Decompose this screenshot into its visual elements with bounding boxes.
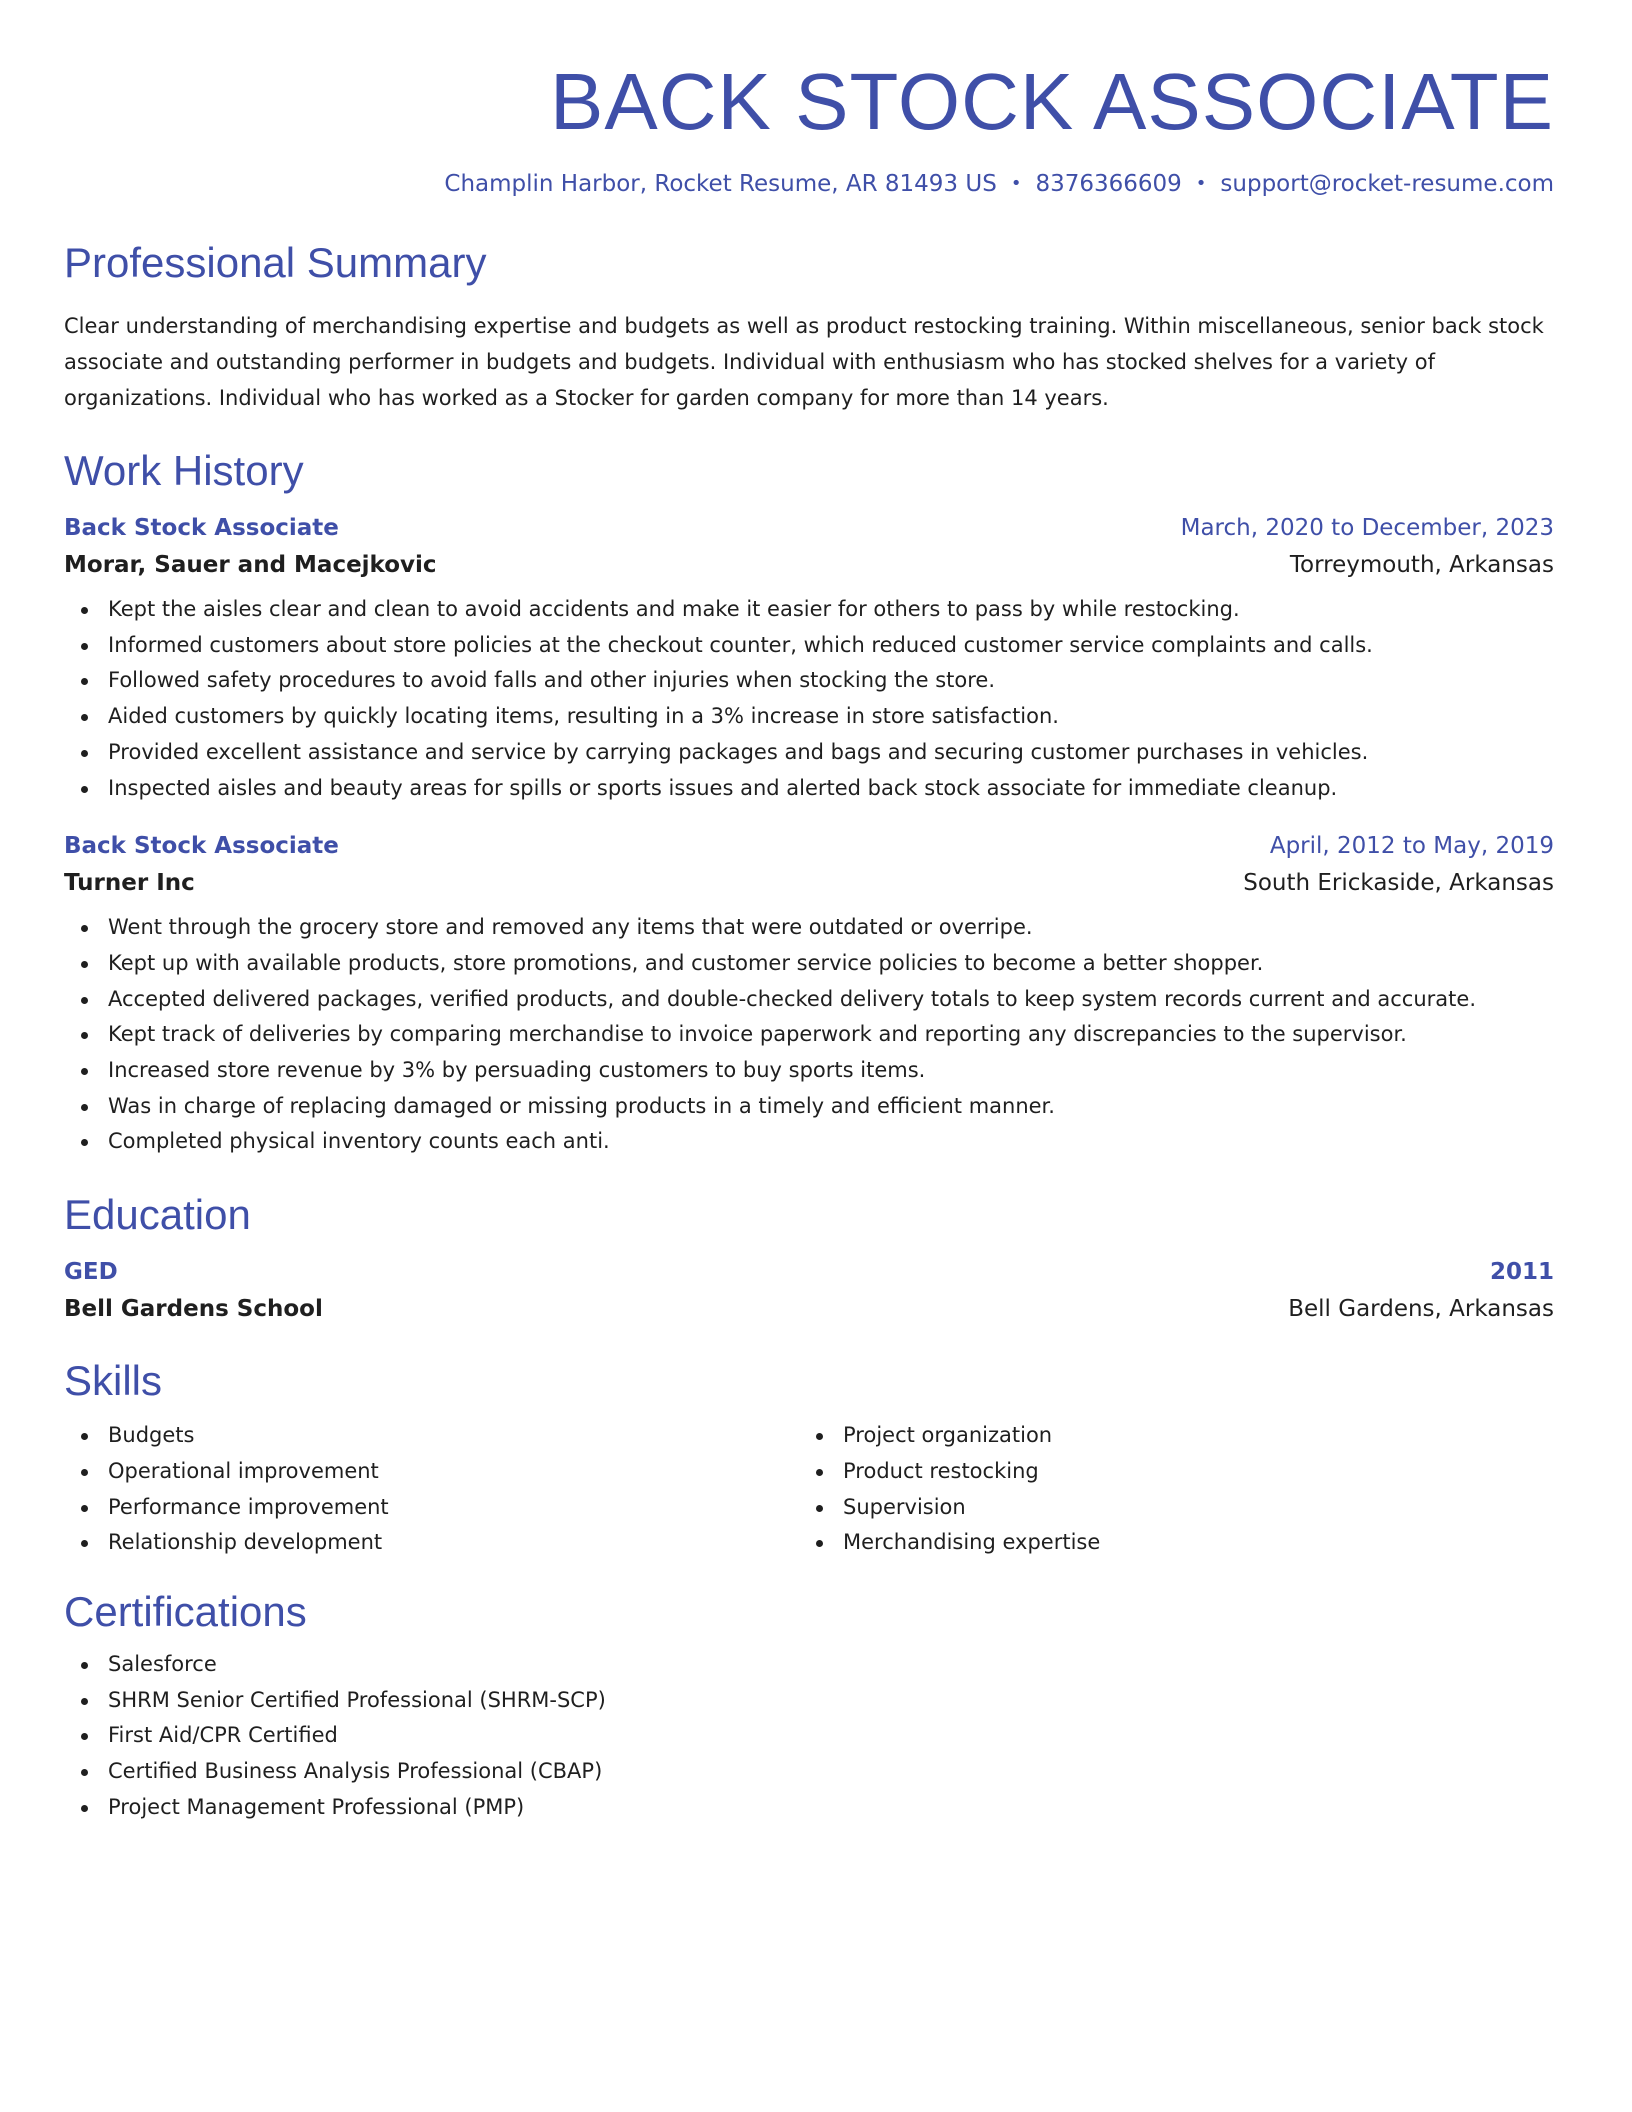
section-heading-summary: Professional Summary xyxy=(64,239,487,286)
graduation-year: 2011 xyxy=(1489,1259,1554,1286)
skills-column-left xyxy=(64,1418,799,1561)
job-dates: March, 2020 to December, 2023 xyxy=(1180,515,1554,541)
section-heading-skills: Skills xyxy=(64,1357,163,1405)
job-title: Back Stock Associate xyxy=(64,515,339,541)
job-bullets xyxy=(64,592,1554,806)
degree: GED xyxy=(64,1259,118,1286)
email: support@rocket-resume.com xyxy=(1220,171,1554,197)
job-entry xyxy=(64,512,1554,806)
skill-item: Product restocking xyxy=(799,1454,1534,1490)
skill-item: Relationship development xyxy=(64,1525,799,1561)
job-entry xyxy=(64,830,1554,1160)
section-heading-education: Education xyxy=(64,1191,251,1239)
school-location: Bell Gardens, Arkansas xyxy=(1288,1296,1554,1323)
company-name: Morar, Sauer and Macejkovic xyxy=(64,552,437,578)
section-heading-certifications: Certifications xyxy=(64,1587,307,1635)
list-item: Went through the grocery store and removed any items that were outdated or overripe. xyxy=(64,910,1554,946)
skill-item: Merchandising expertise xyxy=(799,1525,1534,1561)
list-item: Aided customers by quickly locating items, resulting in a 3% increase in store satisfaction. xyxy=(64,699,1554,735)
certification-item: First Aid/CPR Certified xyxy=(64,1718,1554,1754)
certification-item: Salesforce xyxy=(64,1647,1554,1683)
job-bullets xyxy=(64,910,1554,1160)
resume-page xyxy=(64,0,1554,1825)
job-location: Torreymouth, Arkansas xyxy=(1289,552,1554,578)
list-item: Increased store revenue by 3% by persuading customers to buy sports items. xyxy=(64,1053,1554,1089)
certification-item: Project Management Professional (PMP) xyxy=(64,1790,1554,1826)
summary-text: Clear understanding of merchandising expertise and budgets as well as product restocking training. Within miscellaneous, senior back stock associate and outstanding performer in budgets and budgets. Individual with enthusiasm who has stocked shelves for a variety of organizations. Individual who has worked as a Stocker for garden company for more than 14 years. xyxy=(64,314,1544,410)
skill-item: Supervision xyxy=(799,1490,1534,1526)
phone: 8376366609 xyxy=(1035,171,1182,197)
contact-separator: • xyxy=(1010,173,1022,194)
school-name: Bell Gardens School xyxy=(64,1296,323,1323)
list-item: Was in charge of replacing damaged or missing products in a timely and efficient manner. xyxy=(64,1089,1554,1125)
section-heading-work-history: Work History xyxy=(64,447,304,494)
job-location: South Erickaside, Arkansas xyxy=(1243,870,1554,897)
job-title: Back Stock Associate xyxy=(64,833,339,860)
list-item: Provided excellent assistance and service by carrying packages and bags and securing customer purchases in vehicles. xyxy=(64,735,1554,771)
list-item: Kept the aisles clear and clean to avoid accidents and make it easier for others to pass by while restocking. xyxy=(64,592,1554,628)
contact-line xyxy=(64,168,1554,200)
skill-item: Performance improvement xyxy=(64,1490,799,1526)
list-item: Followed safety procedures to avoid falls and other injuries when stocking the store. xyxy=(64,663,1554,699)
education-entry xyxy=(64,1256,1554,1326)
skills-grid xyxy=(64,1418,1554,1561)
skill-item: Project organization xyxy=(799,1418,1534,1454)
list-item: Informed customers about store policies at the checkout counter, which reduced customer service complaints and calls. xyxy=(64,628,1554,664)
list-item: Accepted delivered packages, verified products, and double-checked delivery totals to keep system records current and accurate. xyxy=(64,982,1554,1018)
certifications-list xyxy=(64,1647,1554,1826)
certification-item: Certified Business Analysis Professional (CBAP) xyxy=(64,1754,1554,1790)
list-item: Kept up with available products, store promotions, and customer service policies to become a better shopper. xyxy=(64,946,1554,982)
skill-item: Operational improvement xyxy=(64,1454,799,1490)
resume-title: BACK STOCK ASSOCIATE xyxy=(550,57,1554,146)
list-item: Completed physical inventory counts each anti. xyxy=(64,1124,1554,1160)
contact-separator: • xyxy=(1195,173,1207,194)
address: Champlin Harbor, Rocket Resume, AR 81493 US xyxy=(444,171,997,197)
list-item: Inspected aisles and beauty areas for spills or sports issues and alerted back stock associate for immediate cleanup. xyxy=(64,771,1554,807)
skill-item: Budgets xyxy=(64,1418,799,1454)
list-item: Kept track of deliveries by comparing merchandise to invoice paperwork and reporting any discrepancies to the supervisor. xyxy=(64,1017,1554,1053)
company-name: Turner Inc xyxy=(64,870,195,897)
certification-item: SHRM Senior Certified Professional (SHRM-SCP) xyxy=(64,1683,1554,1719)
job-dates: April, 2012 to May, 2019 xyxy=(1269,833,1554,860)
skills-column-right xyxy=(799,1418,1534,1561)
